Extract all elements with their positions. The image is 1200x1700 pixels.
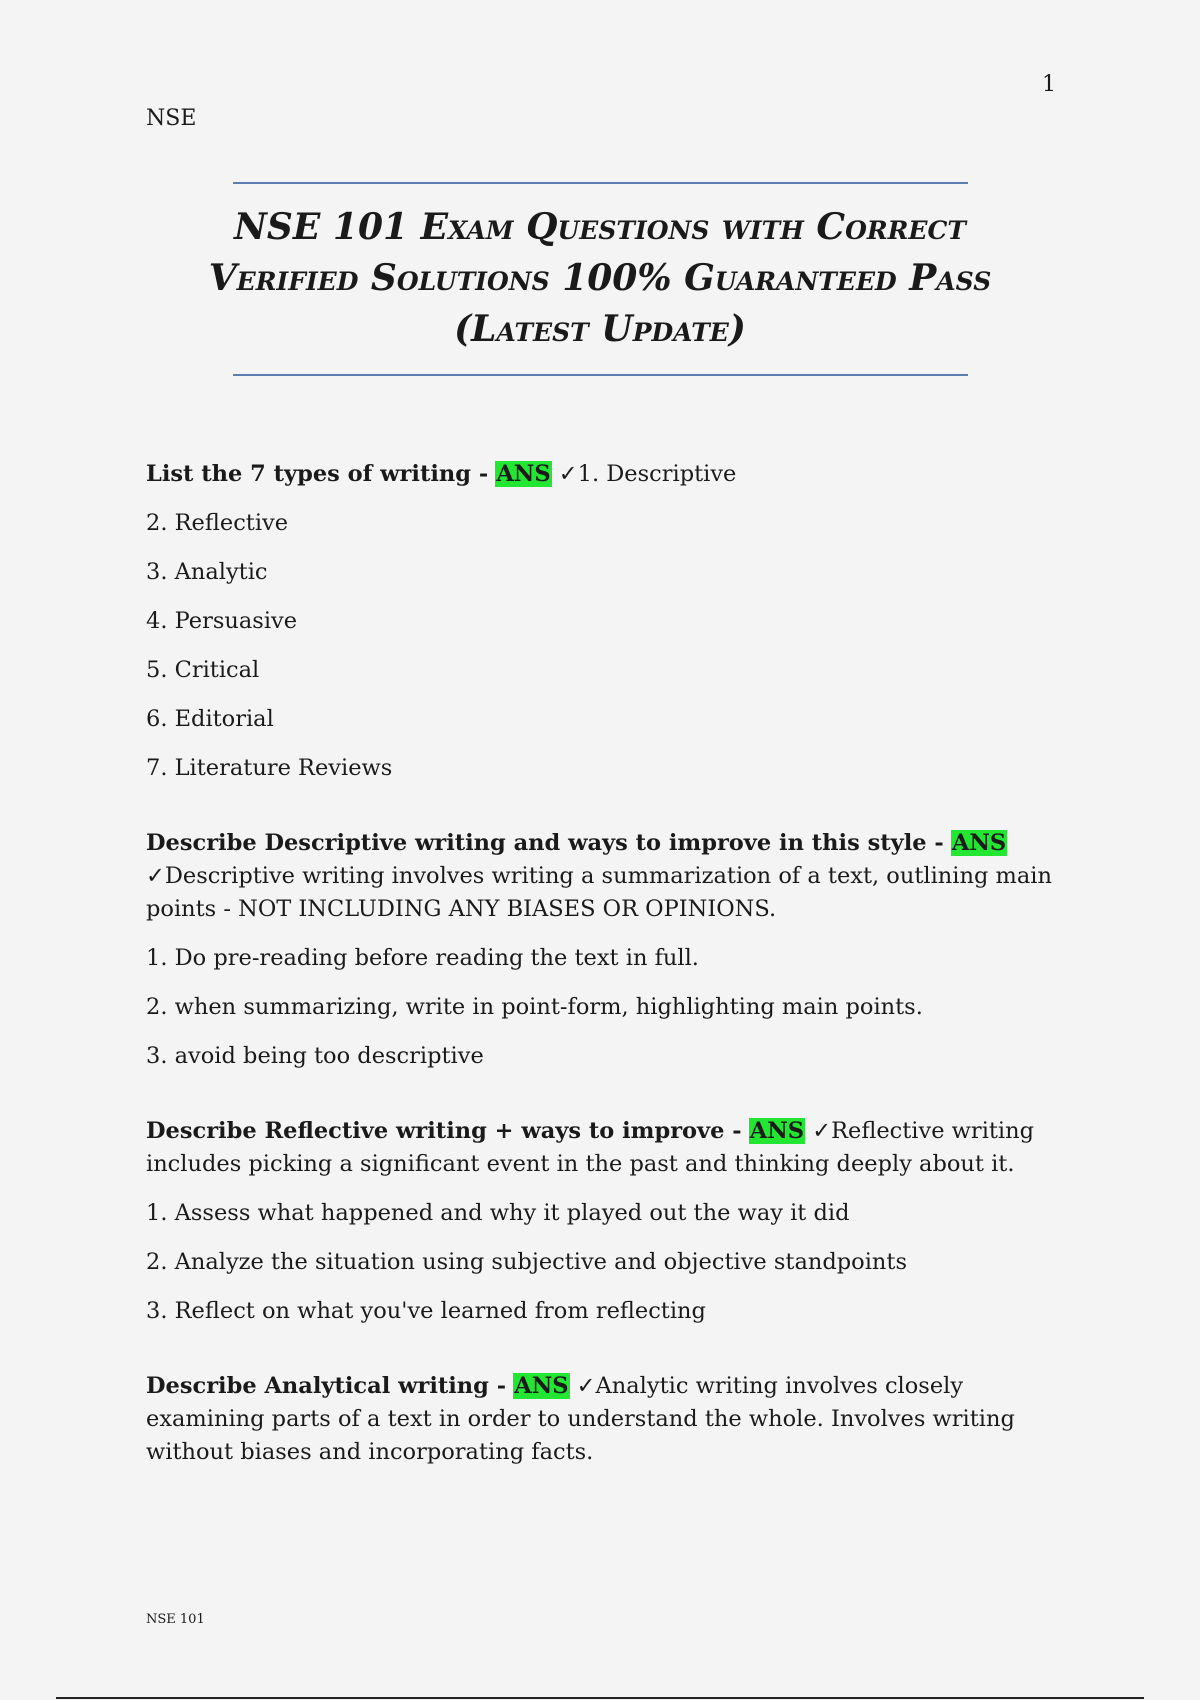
list-item: 1. Do pre-reading before reading the text in full. — [146, 945, 699, 971]
list-item: 3. avoid being too descriptive — [146, 1043, 484, 1069]
footer-rule — [56, 1697, 1144, 1699]
answer-marker: ANS — [951, 830, 1007, 856]
question-line — [146, 1370, 1066, 1469]
list-item: 6. Editorial — [146, 706, 274, 732]
check-icon: ✓ — [576, 1373, 596, 1399]
question-text: List the 7 types of writing - — [146, 461, 489, 487]
list-item: 2. Analyze the situation using subjective and objective standpoints — [146, 1249, 907, 1275]
list-item: 2. Reflective — [146, 510, 289, 536]
list-item: 3. Reflect on what you've learned from reflecting — [146, 1298, 706, 1324]
list-item: 5. Critical — [146, 657, 260, 683]
question-text: Describe Reflective writing + ways to improve - — [146, 1118, 742, 1144]
check-icon: ✓ — [812, 1118, 832, 1144]
question-text: Describe Analytical writing - — [146, 1373, 507, 1399]
question-line — [146, 827, 1066, 926]
document-title: NSE 101 Exam Questions with Correct Verified Solutions 100% Guaranteed Pass (Latest Update) — [208, 206, 992, 350]
answer-text: Descriptive writing involves writing a summarization of a text, outlining main points - NOT INCLUDING ANY BIASES OR OPINIONS. — [146, 863, 1052, 922]
question-line — [146, 458, 1066, 491]
question-text: Describe Descriptive writing and ways to improve in this style - — [146, 830, 944, 856]
question-line — [146, 1115, 1066, 1181]
page-number: 1 — [1042, 72, 1056, 97]
qa-block — [146, 1370, 1066, 1469]
check-icon: ✓ — [558, 461, 578, 487]
qa-block — [146, 827, 1066, 1073]
running-footer: NSE 101 — [146, 1612, 205, 1627]
answer-marker: ANS — [749, 1118, 805, 1144]
list-item: 7. Literature Reviews — [146, 755, 393, 781]
answer-marker: ANS — [514, 1373, 569, 1399]
qa-content — [146, 458, 1066, 1469]
running-header: NSE — [146, 106, 197, 131]
answer-text: Reflective writing includes picking a significant event in the past and thinking deeply about it. — [146, 1118, 1035, 1177]
list-item: 3. Analytic — [146, 559, 268, 585]
answer-text: 1. Descriptive — [577, 461, 737, 487]
qa-block — [146, 1115, 1066, 1328]
answer-marker: ANS — [496, 461, 551, 487]
answer-text: Analytic writing involves closely examining parts of a text in order to understand the whole. Involves writing without biases and incorporating facts. — [146, 1373, 1015, 1465]
qa-block — [146, 458, 1066, 785]
title-rule-top — [233, 182, 968, 184]
title-rule-bottom — [233, 374, 968, 376]
list-item: 2. when summarizing, write in point-form, highlighting main points. — [146, 994, 923, 1020]
list-item: 4. Persuasive — [146, 608, 298, 634]
list-item: 1. Assess what happened and why it played out the way it did — [146, 1200, 850, 1226]
check-icon: ✓ — [146, 863, 165, 889]
